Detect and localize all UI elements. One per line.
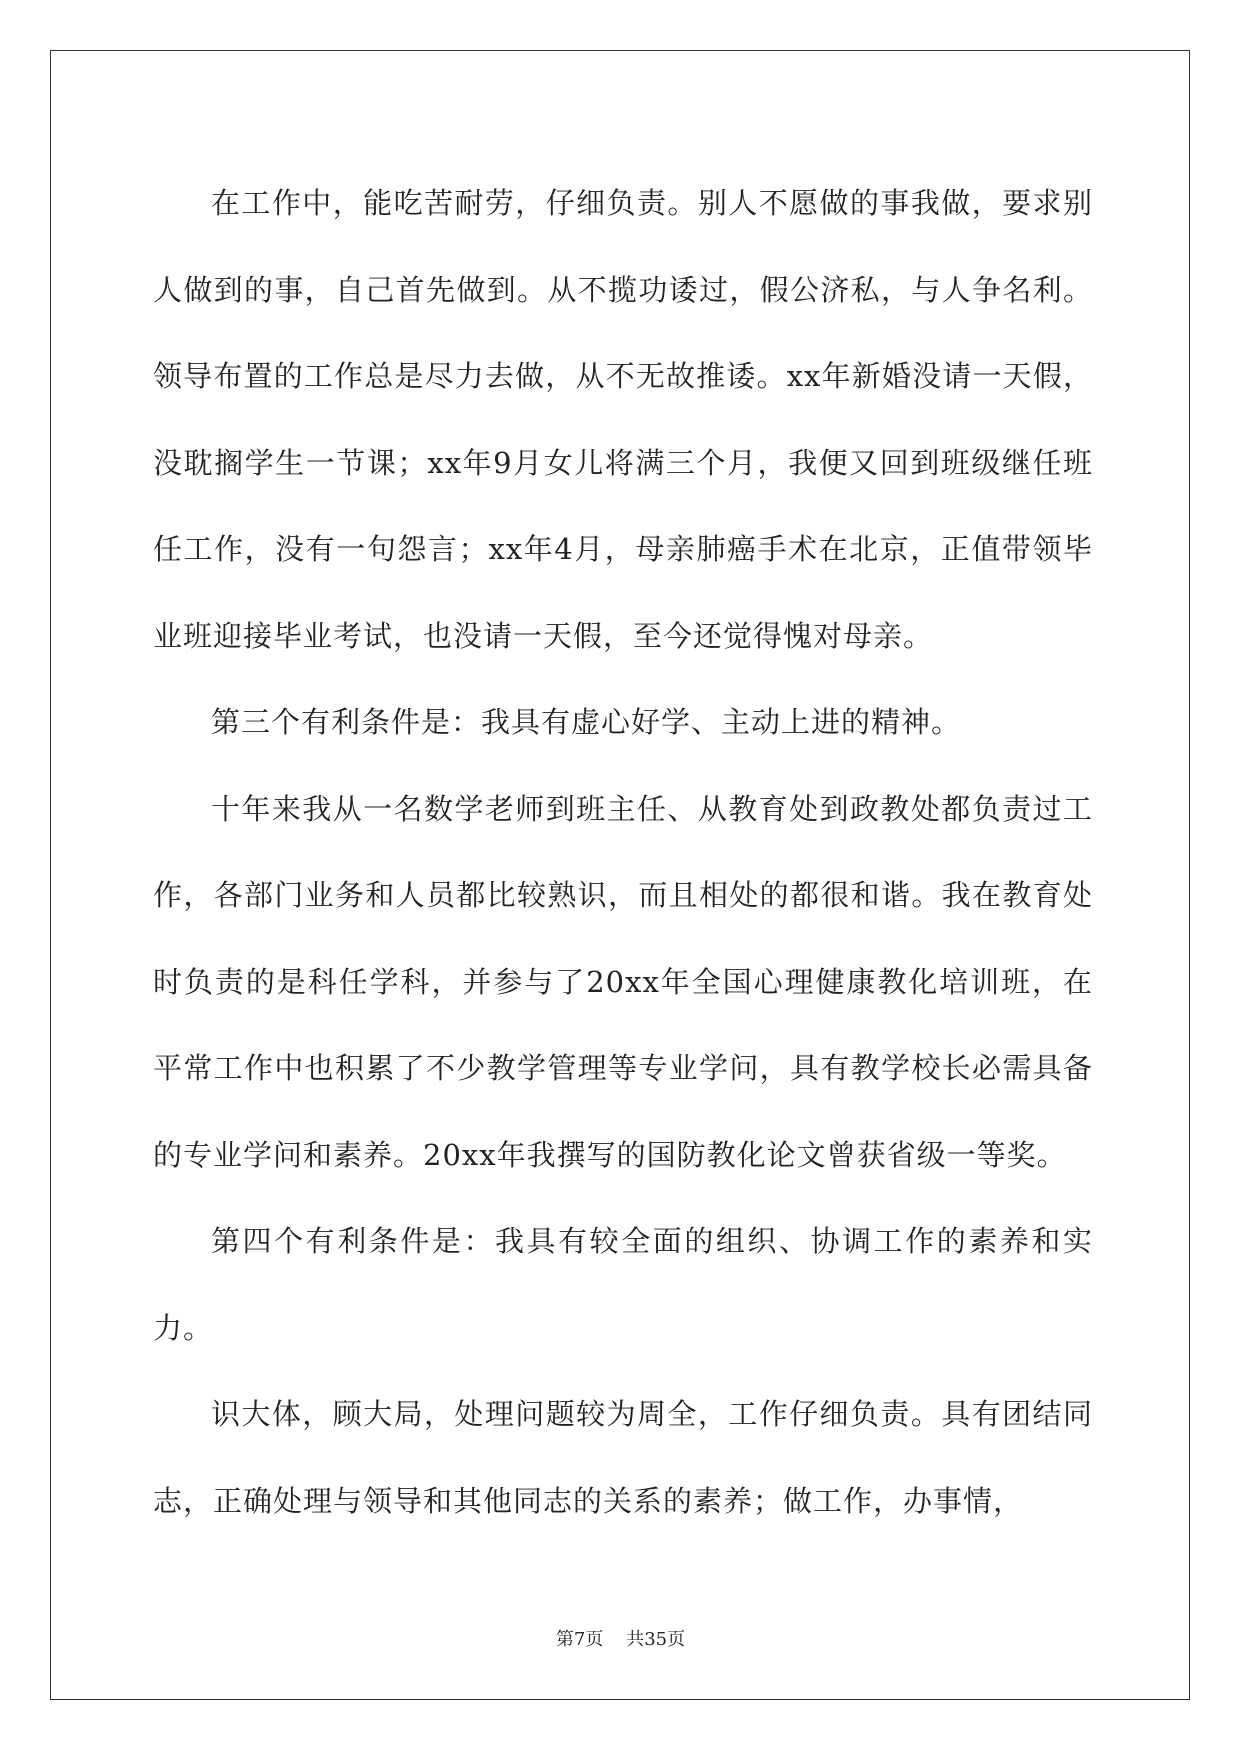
paragraph: 第三个有利条件是：我具有虚心好学、主动上进的精神。 [211, 705, 962, 739]
page-footer [0, 1628, 1241, 1652]
document-body [153, 160, 1093, 1544]
paragraph: 识大体，顾大局，处理问题较为周全，工作仔细负责。具有团结同志，正确处理与领导和其他同志的关系的素养；做工作，办事情， [153, 1397, 1093, 1518]
paragraph: 十年来我从一名数学老师到班主任、从教育处到政教处都负责过工作，各部门业务和人员都比较熟识，而且相处的都很和谐。我在教育处时负责的是科任学科，并参与了20xx年全国心理健康教化培训班，在平常工作中也积累了不少教学管理等专业学问，具有教学校长必需具备的专业学问和素养。20xx年我撰写的国防教化论文曾获省级一等奖。 [153, 791, 1093, 1172]
page-total: 共35页 [626, 1629, 686, 1650]
paragraph: 在工作中，能吃苦耐劳，仔细负责。别人不愿做的事我做，要求别人做到的事，自己首先做到。从不揽功诿过，假公济私，与人争名利。领导布置的工作总是尽力去做，从不无故推诿。xx年新婚没请一天假，没耽搁学生一节课；xx年9月女儿将满三个月，我便又回到班级继任班任工作，没有一句怨言；xx年4月，母亲肺癌手术在北京，正值带领毕业班迎接毕业考试，也没请一天假，至今还觉得愧对母亲。 [153, 186, 1093, 653]
page-number: 第7页 [555, 1629, 604, 1650]
paragraph: 第四个有利条件是：我具有较全面的组织、协调工作的素养和实力。 [153, 1224, 1093, 1345]
